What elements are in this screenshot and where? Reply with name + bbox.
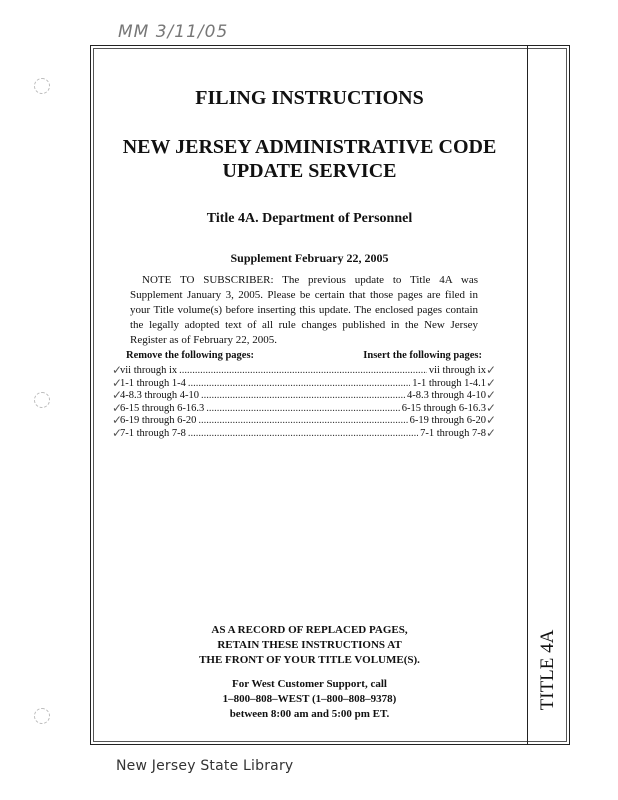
page-row: [120, 365, 486, 378]
title-tab-label: TITLE 4A: [537, 629, 558, 711]
punch-hole: [34, 392, 50, 408]
insert-pages-header: Insert the following pages:: [363, 350, 482, 361]
support-phone: 1–800–808–WEST (1–800–808–9378): [222, 693, 397, 705]
leader-dots: [198, 415, 407, 428]
insert-range: 7-1 through 7-8: [420, 427, 486, 439]
leader-dots: [206, 403, 399, 416]
remove-range: 7-1 through 7-8: [120, 427, 186, 439]
punch-hole: [34, 78, 50, 94]
page-row: [120, 428, 486, 441]
punch-hole: [34, 708, 50, 724]
page-row: [120, 390, 486, 403]
check-mark-icon: ✓: [486, 388, 497, 402]
department-heading: Title 4A. Department of Personnel: [206, 211, 413, 226]
leader-dots: [188, 428, 418, 441]
page-row: [120, 415, 486, 428]
remove-range: 6-15 through 6-16.3: [120, 402, 205, 414]
check-mark-icon: ✓: [112, 363, 123, 377]
page-title: FILING INSTRUCTIONS: [195, 87, 424, 109]
insert-range: vii through ix: [428, 365, 486, 376]
library-stamp: New Jersey State Library: [116, 758, 294, 774]
check-mark-icon: ✓: [486, 413, 497, 427]
support-notice: [92, 677, 527, 722]
leader-dots: [201, 390, 405, 403]
code-title: [92, 135, 527, 183]
record-line: RETAIN THESE INSTRUCTIONS AT: [217, 639, 402, 651]
check-mark-icon: ✓: [486, 363, 497, 377]
remove-pages-header: Remove the following pages:: [126, 350, 255, 361]
page-replacement-list: [120, 365, 486, 440]
record-line: THE FRONT OF YOUR TITLE VOLUME(S).: [199, 654, 420, 666]
check-mark-icon: ✓: [112, 413, 123, 427]
remove-range: vii through ix: [120, 365, 178, 376]
handwritten-note: MM 3/11/05: [118, 22, 229, 42]
insert-range: 4-8.3 through 4-10: [406, 390, 486, 401]
check-mark-icon: ✓: [486, 401, 497, 415]
record-line: AS A RECORD OF REPLACED PAGES,: [211, 624, 408, 636]
subscriber-note: NOTE TO SUBSCRIBER: The previous update to Title 4A was Supplement January 3, 2005. Please be certain that those pages are filed in your Title volume(s) before inserting this update. The enclosed pages contain the legally adopted text of all rule changes published in the New Jersey Register as of February 22, 2005.: [130, 274, 478, 346]
leader-dots: [179, 365, 427, 378]
remove-range: 6-19 through 6-20: [120, 415, 197, 426]
remove-range: 1-1 through 1-4: [120, 377, 186, 389]
check-mark-icon: ✓: [486, 376, 497, 390]
code-title-line2: UPDATE SERVICE: [222, 160, 397, 182]
check-mark-icon: ✓: [112, 388, 123, 402]
insert-range: 6-19 through 6-20: [409, 415, 486, 426]
check-mark-icon: ✓: [112, 426, 123, 440]
check-mark-icon: ✓: [112, 401, 123, 415]
code-title-line1: NEW JERSEY ADMINISTRATIVE CODE: [122, 136, 497, 158]
tab-divider: [527, 45, 528, 745]
check-mark-icon: ✓: [486, 426, 497, 440]
insert-range: 1-1 through 1-4.1: [412, 377, 486, 389]
support-line: For West Customer Support, call: [232, 678, 387, 690]
leader-dots: [188, 378, 410, 391]
remove-range: 4-8.3 through 4-10: [120, 390, 200, 401]
check-mark-icon: ✓: [112, 376, 123, 390]
insert-range: 6-15 through 6-16.3: [401, 402, 486, 414]
page-row: [120, 403, 486, 416]
record-notice: [92, 623, 527, 668]
supplement-heading: Supplement February 22, 2005: [230, 251, 389, 265]
page-row: [120, 378, 486, 391]
support-hours: between 8:00 am and 5:00 pm ET.: [229, 708, 390, 720]
